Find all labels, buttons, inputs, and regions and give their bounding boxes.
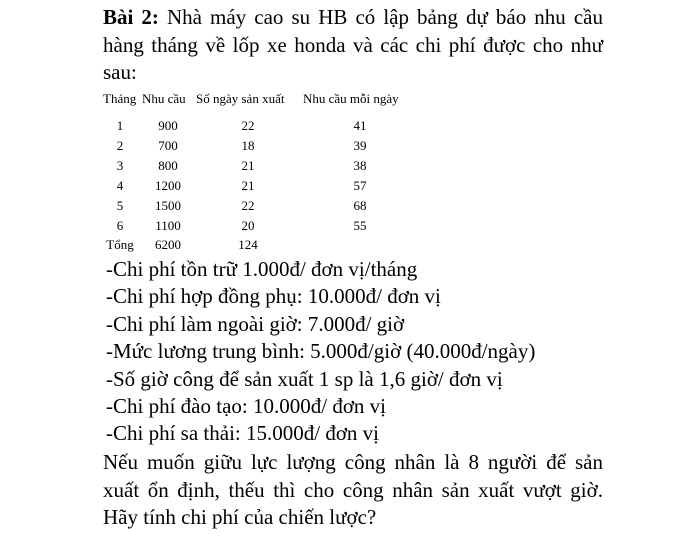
table-cell: 5 bbox=[116, 198, 124, 213]
table-cell: 1200 bbox=[155, 178, 181, 193]
cost-average-wage: -Mức lương trung bình: 5.000đ/giờ (40.000đ/ngày) bbox=[106, 339, 536, 363]
problem-question: Nếu muốn giữu lực lượng công nhân là 8 người để sản xuất ổn định, thếu thì cho công nhân sản xuất vượt giờ. Hãy tính chi phí của chiến lược? bbox=[103, 450, 603, 529]
table-cell: 55 bbox=[353, 218, 367, 233]
table-cell: 22 bbox=[241, 198, 255, 213]
table-cell: 22 bbox=[241, 118, 255, 133]
table-cell: 700 bbox=[158, 138, 178, 153]
cost-labor-hours: -Số giờ công để sản xuất 1 sp là 1,6 giờ/ đơn vị bbox=[106, 367, 503, 391]
table-header-demand: Nhu cầu bbox=[142, 91, 186, 106]
table-cell: 4 bbox=[116, 178, 124, 193]
table-total-label: Tổng bbox=[106, 237, 134, 252]
table-cell: 21 bbox=[241, 158, 255, 173]
table-cell: 1100 bbox=[155, 218, 181, 233]
problem-intro bbox=[103, 4, 603, 87]
cost-holding: -Chi phí tồn trữ 1.000đ/ đơn vị/tháng bbox=[106, 257, 418, 281]
table-cell: 3 bbox=[116, 158, 124, 173]
table-cell: 18 bbox=[241, 138, 255, 153]
cost-layoff: -Chi phí sa thải: 15.000đ/ đơn vị bbox=[106, 421, 380, 445]
cost-training: -Chi phí đào tạo: 10.000đ/ đơn vị bbox=[106, 394, 387, 418]
table-total-days: 124 bbox=[238, 237, 258, 252]
table-cell: 39 bbox=[353, 138, 367, 153]
table-total-demand: 6200 bbox=[155, 237, 181, 252]
table-header-production-days: Số ngày sản xuất bbox=[196, 91, 285, 106]
table-cell: 2 bbox=[116, 138, 124, 153]
table-cell: 21 bbox=[241, 178, 255, 193]
cost-subcontract: -Chi phí hợp đồng phụ: 10.000đ/ đơn vị bbox=[106, 284, 441, 308]
table-cell: 38 bbox=[353, 158, 367, 173]
table-header-daily-demand: Nhu cầu mỗi ngày bbox=[303, 91, 399, 106]
table-cell: 800 bbox=[158, 158, 178, 173]
table-cell: 41 bbox=[353, 118, 367, 133]
table-header-month: Tháng bbox=[103, 91, 137, 106]
table-cell: 6 bbox=[116, 218, 124, 233]
table-cell: 900 bbox=[158, 118, 178, 133]
table-cell: 1500 bbox=[155, 198, 181, 213]
table-cell: 1 bbox=[116, 118, 124, 133]
table-cell: 68 bbox=[353, 198, 367, 213]
problem-label: Bài 2: bbox=[103, 5, 159, 29]
table-cell: 20 bbox=[241, 218, 255, 233]
problem-intro-text: Nhà máy cao su HB có lập bảng dự báo nhu cầu hàng tháng về lốp xe honda và các chi phí được cho như sau: bbox=[103, 5, 603, 84]
table-cell: 57 bbox=[353, 178, 367, 193]
cost-overtime: -Chi phí làm ngoài giờ: 7.000đ/ giờ bbox=[106, 312, 405, 336]
